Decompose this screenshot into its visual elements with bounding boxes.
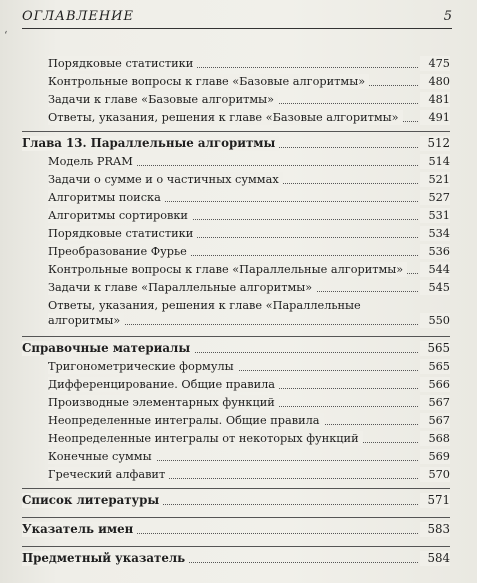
toc-entry-label: Ответы, указания, решения к главе «Базовые алгоритмы» bbox=[48, 110, 403, 125]
header-page-number: 5 bbox=[443, 9, 452, 24]
toc-chapter-label: Список литературы bbox=[22, 493, 163, 508]
toc-entry-page: 565 bbox=[420, 341, 450, 356]
header-title: ОГЛАВЛЕНИЕ bbox=[22, 9, 135, 24]
toc-entry[interactable] bbox=[48, 431, 450, 446]
toc-entry-label: Порядковые статистики bbox=[48, 226, 197, 241]
toc-entry[interactable] bbox=[48, 154, 450, 169]
section-divider bbox=[22, 336, 450, 337]
toc-entry-label: Алгоритмы сортировки bbox=[48, 208, 192, 223]
toc-entry[interactable] bbox=[48, 244, 450, 259]
toc-entry-page: 545 bbox=[420, 280, 450, 295]
section-divider bbox=[22, 131, 450, 132]
toc-entry-label: Задачи к главе «Параллельные алгоритмы» bbox=[48, 280, 316, 295]
toc-entry-page: 583 bbox=[420, 522, 450, 537]
toc-entry[interactable] bbox=[48, 110, 450, 125]
toc-entry[interactable] bbox=[48, 395, 450, 410]
toc-entry[interactable] bbox=[48, 262, 450, 277]
toc-entry-page: 569 bbox=[420, 449, 450, 464]
toc-entry-label-continuation: алгоритмы» bbox=[48, 313, 124, 328]
margin-mark: ʻ bbox=[4, 29, 8, 42]
toc-entry-page: 514 bbox=[420, 154, 450, 169]
toc-entry[interactable] bbox=[48, 413, 450, 428]
toc-entry-label: Порядковые статистики bbox=[48, 56, 197, 71]
toc-chapter-label: Глава 13. Параллельные алгоритмы bbox=[22, 136, 279, 151]
toc-entry-page: 481 bbox=[420, 92, 450, 107]
toc-chapter-entry[interactable] bbox=[22, 522, 450, 537]
toc-chapter-label: Справочные материалы bbox=[22, 341, 194, 356]
toc-entry[interactable] bbox=[48, 92, 450, 107]
toc-entry-page: 567 bbox=[420, 395, 450, 410]
toc-entry-page: 480 bbox=[420, 74, 450, 89]
toc-entry-label: Ответы, указания, решения к главе «Параллельные bbox=[48, 299, 361, 312]
toc-entry-label: Производные элементарных функций bbox=[48, 395, 279, 410]
toc-entry-label: Конечные суммы bbox=[48, 449, 156, 464]
toc-entry[interactable] bbox=[48, 190, 450, 205]
toc-entry-label: Преобразование Фурье bbox=[48, 244, 191, 259]
toc-chapter-label: Указатель имен bbox=[22, 522, 137, 537]
toc-entry-label: Дифференцирование. Общие правила bbox=[48, 377, 279, 392]
toc-entry-page: 475 bbox=[420, 56, 450, 71]
toc-entry-page: 544 bbox=[420, 262, 450, 277]
toc-chapter-entry[interactable] bbox=[22, 136, 450, 151]
section-divider bbox=[22, 488, 450, 489]
toc-entry-label: Контрольные вопросы к главе «Параллельные алгоритмы» bbox=[48, 262, 407, 277]
section-divider bbox=[22, 546, 450, 547]
toc-chapter-entry[interactable] bbox=[22, 341, 450, 356]
toc-entry[interactable] bbox=[48, 74, 450, 89]
toc-entry[interactable] bbox=[48, 359, 450, 374]
toc-entry-page: 550 bbox=[420, 313, 450, 328]
toc-entry[interactable] bbox=[48, 56, 450, 71]
toc-entry-page: 531 bbox=[420, 208, 450, 223]
toc-entry[interactable] bbox=[48, 298, 450, 328]
toc-entry-page: 527 bbox=[420, 190, 450, 205]
toc-entry-page: 571 bbox=[420, 493, 450, 508]
toc-entry[interactable] bbox=[48, 377, 450, 392]
toc-entry-label: Неопределенные интегралы. Общие правила bbox=[48, 413, 324, 428]
toc-entry[interactable] bbox=[48, 467, 450, 482]
toc-entry[interactable] bbox=[48, 449, 450, 464]
toc-entry[interactable] bbox=[48, 226, 450, 241]
toc-entry-page: 584 bbox=[420, 551, 450, 566]
toc-entry-page: 570 bbox=[420, 467, 450, 482]
toc-entry-label: Задачи о сумме и о частичных суммах bbox=[48, 172, 283, 187]
toc-entry-label: Греческий алфавит bbox=[48, 467, 169, 482]
toc-entry-page: 521 bbox=[420, 172, 450, 187]
toc-entry-label: Модель PRAM bbox=[48, 154, 137, 169]
toc-entry-page: 512 bbox=[420, 136, 450, 151]
toc-entry-page: 567 bbox=[420, 413, 450, 428]
toc-entry-label: Неопределенные интегралы от некоторых функций bbox=[48, 431, 363, 446]
page-header bbox=[22, 6, 452, 29]
toc-chapter-entry[interactable] bbox=[22, 493, 450, 508]
toc-entry-page: 536 bbox=[420, 244, 450, 259]
toc-entry-page: 491 bbox=[420, 110, 450, 125]
toc-entry-label: Алгоритмы поиска bbox=[48, 190, 165, 205]
toc-chapter-entry[interactable] bbox=[22, 551, 450, 566]
toc-entry[interactable] bbox=[48, 280, 450, 295]
toc-entry[interactable] bbox=[48, 172, 450, 187]
toc-entry-page: 565 bbox=[420, 359, 450, 374]
toc-entry-page: 566 bbox=[420, 377, 450, 392]
toc-chapter-label: Предметный указатель bbox=[22, 551, 189, 566]
toc-entry-page: 568 bbox=[420, 431, 450, 446]
toc-entry-label: Задачи к главе «Базовые алгоритмы» bbox=[48, 92, 278, 107]
toc-entry-page: 534 bbox=[420, 226, 450, 241]
toc-entry[interactable] bbox=[48, 208, 450, 223]
section-divider bbox=[22, 517, 450, 518]
toc-entry-label: Тригонометрические формулы bbox=[48, 359, 238, 374]
toc-entry-label: Контрольные вопросы к главе «Базовые алгоритмы» bbox=[48, 74, 369, 89]
